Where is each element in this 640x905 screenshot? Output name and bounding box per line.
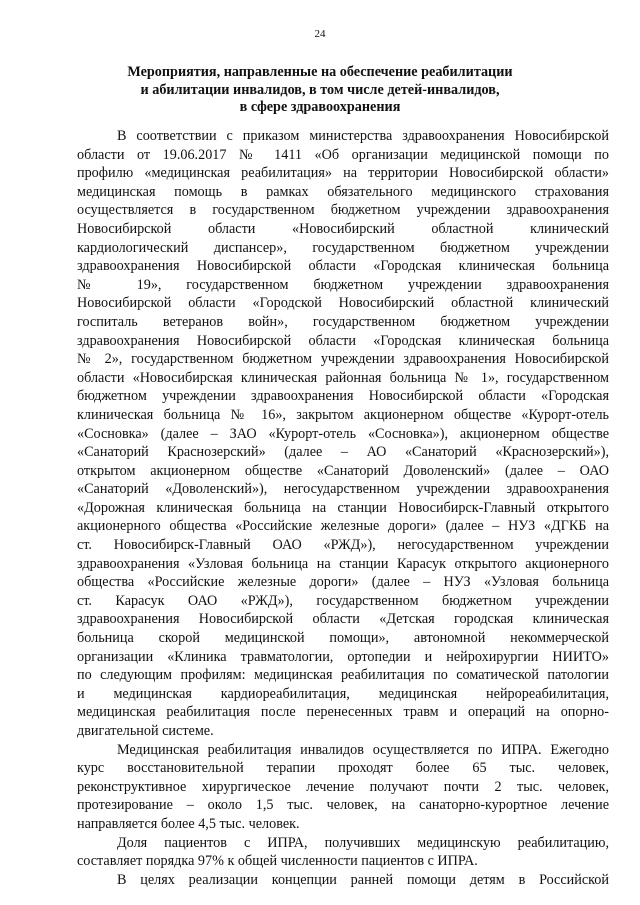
paragraph <box>77 871 609 890</box>
text-line: кардиологический диспансер», государственном бюджетном учреждении <box>77 239 609 256</box>
text-line: осуществляется в государственном бюджетном учреждении здравоохранения <box>77 202 609 219</box>
text-line: области от 19.06.2017 № 1411 «Об организации медицинской помощи по <box>77 146 609 163</box>
text-line: реконструктивное хирургическое лечение получают почти 2 тыс. человек, <box>77 778 609 795</box>
text-line: бюджетном учреждении здравоохранения Новосибирской области «Городская <box>77 388 609 405</box>
text-line: госпиталь ветеранов войн», государственном бюджетном учреждении <box>77 313 609 330</box>
text-line: ст. Карасук ОАО «РЖД»), государственном бюджетном учреждении <box>77 592 609 609</box>
paragraph <box>77 127 609 741</box>
page-number: 24 <box>314 28 326 40</box>
text-line: по следующим профилям: медицинская реабилитация по соматической патологии <box>77 667 609 684</box>
text-line: ст. Новосибирск-Главный ОАО «РЖД»), негосударственном учреждении <box>77 537 609 554</box>
heading-line: в сфере здравоохранения <box>239 99 401 115</box>
text-line: общества «Российские железные дороги» (далее – НУЗ «Узловая больница <box>77 574 609 591</box>
text-line: Медицинская реабилитация инвалидов осуществляется по ИПРА. Ежегодно <box>117 741 609 758</box>
text-line: направляется более 4,5 тыс. человек. <box>77 815 300 832</box>
section-heading <box>80 64 560 117</box>
text-line: В целях реализации концепции ранней помощи детям в Российской <box>117 871 609 888</box>
paragraph <box>77 741 609 834</box>
text-line: Доля пациентов с ИПРА, получивших медицинскую реабилитацию, <box>117 834 609 851</box>
text-line: Новосибирской области «Городской Новосибирский областной клинический <box>77 295 609 312</box>
text-line: больница скорой медицинской помощи», автономной некоммерческой <box>77 630 609 647</box>
body-text <box>77 127 609 889</box>
text-line: В соответствии с приказом министерства здравоохранения Новосибирской <box>117 128 609 144</box>
text-line: «Сосновка» (далее – ЗАО «Курорт-отель «Сосновка»), акционерном обществе <box>77 425 609 442</box>
text-line: курс восстановительной терапии проходят более 65 тыс. человек, <box>77 760 609 777</box>
text-line: № 19», государственном бюджетном учреждении здравоохранения <box>77 276 609 293</box>
text-line: протезирование – около 1,5 тыс. человек, на санаторно-курортное лечение <box>77 797 609 814</box>
text-line: составляет порядка 97% к общей численности пациентов с ИПРА. <box>77 853 478 870</box>
text-line: медицинская реабилитация после перенесенных травм и операций на опорно- <box>77 704 609 721</box>
text-line: клиническая больница № 16», закрытом акционерном обществе «Курорт-отель <box>77 406 609 423</box>
text-line: «Санаторий «Доволенский»), негосударственном учреждении здравоохранения <box>77 481 609 498</box>
text-line: здравоохранения Новосибирской области «Городская клиническая больница <box>77 258 609 275</box>
text-line: Новосибирской области «Новосибирский областной клинический <box>77 220 609 237</box>
text-line: организации «Клиника травматологии, ортопедии и нейрохирургии НИИТО» <box>77 648 609 665</box>
text-line: акционерного общества «Российские железные дороги» (далее – НУЗ «ДГКБ на <box>77 518 609 535</box>
text-line: профилю «медицинская реабилитация» на территории Новосибирской области» <box>77 165 609 182</box>
text-line: здравоохранения Новосибирской области «Городская клиническая больница <box>77 332 609 349</box>
text-line: области «Новосибирская клиническая районная больница № 1», государственном <box>77 369 609 386</box>
text-line: здравоохранения Новосибирской области «Детская городская клиническая <box>77 611 609 628</box>
paragraph <box>77 834 609 871</box>
text-line: здравоохранения «Узловая больница на станции Карасук открытого акционерного <box>77 555 609 572</box>
text-line: № 2», государственном бюджетном учреждении здравоохранения Новосибирской <box>77 351 609 368</box>
text-line: двигательной системе. <box>77 723 214 739</box>
heading-line: Мероприятия, направленные на обеспечение реабилитации <box>127 64 513 80</box>
text-line: «Дорожная клиническая больница на станции Новосибирск-Главный открытого <box>77 499 609 516</box>
text-line: «Санаторий Краснозерский» (далее – АО «Санаторий «Краснозерский»), <box>77 444 609 461</box>
text-line: и медицинская кардиореабилитация, медицинская нейрореабилитация, <box>77 685 609 702</box>
heading-line: и абилитации инвалидов, в том числе детей-инвалидов, <box>140 81 500 98</box>
text-line: открытом акционерном обществе «Санаторий Доволенский» (далее – ОАО <box>77 462 609 479</box>
text-line: медицинская помощь в рамках обязательного медицинского страхования <box>77 183 609 200</box>
